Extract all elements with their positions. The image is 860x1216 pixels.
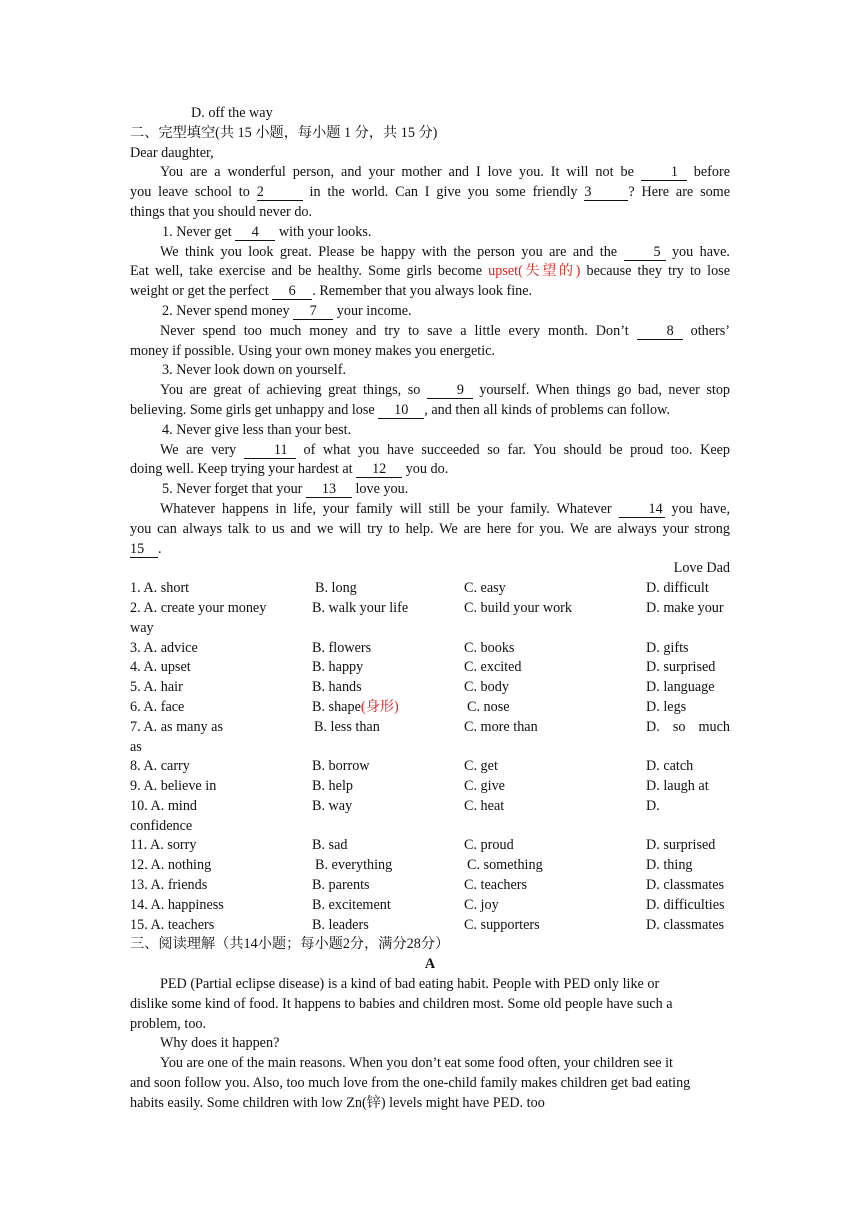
option-wrap: as [130,738,142,755]
option-row: 5. A. hair B. hands C. body D. language [130,679,715,696]
blank-5[interactable]: 5 [624,244,666,261]
text-line: weight or get the perfect 6 . Remember that you always look fine. [130,283,533,300]
reading-section-title: 三、阅读理解（共14小题；每小题2分，满分28分） [130,936,450,953]
blank-14[interactable]: 14 [619,501,665,518]
text-line: dislike some kind of food. It happens to babies and children most. Some old people have such a [130,995,673,1012]
text-line: you can always talk to us and we will try to help. We are here for you. We are always your strong [130,520,730,537]
reading-question-heading: Why does it happen? [160,1035,280,1052]
text-line: 15 . [130,540,162,557]
text-line: things that you should never do. [130,203,313,220]
tip-heading-5: 5. Never forget that your 13 love you. [162,481,409,498]
tip-paragraph-1 [130,243,730,302]
letter-greeting: Dear daughter, [130,144,214,161]
blank-13[interactable]: 13 [306,481,352,498]
option-row: 14. A. happiness B. excitement C. joy D. difficulties [130,896,725,913]
blank-6[interactable]: 6 [272,283,312,300]
blank-10[interactable]: 10 [378,402,424,419]
letter-signoff: Love Dad [673,560,730,577]
cloze-section-title: 二、完型填空(共 15 小题，每小题 1 分，共 15 分) [130,124,438,141]
text-line: doing well. Keep trying your hardest at 12 you do. [130,461,449,478]
text-line: We think you look great. Please be happy with the person you are and the 5 you have. [160,243,730,260]
option-row: 10. A. mind B. way C. heat D. [130,797,660,814]
text-line: You are great of achieving great things, so 9 yourself. When things go bad, never stop [160,382,731,399]
previous-question-option: D. off the way [191,105,273,121]
blank-4[interactable]: 4 [235,224,275,241]
option-row: 13. A. friends B. parents C. teachers D. classmates [130,877,725,894]
option-row: 7. A. as many as B. less than C. more than D. so much [130,718,730,735]
blank-3[interactable]: 3 [584,184,628,201]
text-line: believing. Some girls get unhappy and lose 10 , and then all kinds of problems can follow. [130,401,670,418]
tip-heading-3: 3. Never look down on yourself. [162,362,347,379]
option-row: 8. A. carry B. borrow C. get D. catch [130,758,694,775]
letter-intro-paragraph [130,163,730,222]
answer-options [130,579,730,935]
blank-2[interactable]: 2 [257,184,303,201]
text-line: and soon follow you. Also, too much love from the one-child family makes children get bad eating [130,1075,691,1092]
text-line: Eat well, take exercise and be healthy. Some girls become upset(失望的) because they try to lose [130,263,730,280]
text-line: You are one of the main reasons. When you don’t eat some food often, your children see it [160,1055,673,1072]
option-row: 15. A. teachers B. leaders C. supporters D. classmates [130,916,725,933]
option-row: 3. A. advice B. flowers C. books D. gifts [130,639,689,656]
option-row: 12. A. nothing B. everything C. something D. thing [130,857,693,874]
tip-heading-4: 4. Never give less than your best. [162,421,352,438]
annotation-upset: upset(失望的) [488,263,581,280]
passage-label: A [424,956,436,973]
tip-paragraph-4 [130,441,730,481]
tip-heading-1: 1. Never get 4 with your looks. [162,223,372,240]
reading-paragraph-2 [130,1054,730,1113]
page-content [130,104,730,1114]
option-row: 1. A. short B. long C. easy D. difficult [130,580,709,597]
blank-9[interactable]: 9 [427,382,473,399]
option-row: 9. A. believe in B. help C. give D. laugh at [130,778,709,795]
text-line: problem, too. [130,1015,207,1032]
blank-1[interactable]: 1 [641,164,687,181]
option-wrap: way [130,619,154,636]
option-wrap: confidence [130,817,193,834]
blank-15[interactable]: 15 [130,541,158,558]
blank-12[interactable]: 12 [356,461,402,478]
text-line: you leave school to 2 in the world. Can I give you some friendly 3 ? Here are some [130,184,731,201]
reading-paragraph-1 [130,975,730,1034]
annotation-shape: (身形) [360,698,399,715]
tip-paragraph-5 [130,500,730,559]
tip-paragraph-2 [130,322,730,362]
text-line: We are very 11 of what you have succeeded so far. You should be proud too. Keep [160,441,731,458]
option-row: 2. A. create your money B. walk your life C. build your work D. make your [130,599,724,616]
option-row: 11. A. sorry B. sad C. proud D. surprised [130,837,716,854]
tip-heading-2: 2. Never spend money 7 your income. [162,302,412,319]
text-line: Never spend too much money and try to save a little every month. Don’t 8 others’ [160,322,731,339]
blank-8[interactable]: 8 [637,323,683,340]
text-line: Whatever happens in life, your family will still be your family. Whatever 14 you have, [160,500,731,517]
option-row: 4. A. upset B. happy C. excited D. surprised [130,659,716,676]
text-line: money if possible. Using your own money makes you energetic. [130,342,496,359]
tip-paragraph-3 [130,381,730,421]
text-line: You are a wonderful person, and your mother and I love you. It will not be 1 before [160,164,731,181]
text-line: PED (Partial eclipse disease) is a kind of bad eating habit. People with PED only like or [160,976,660,993]
text-line: habits easily. Some children with low Zn(锌) levels might have PED. too [130,1094,545,1111]
option-row: 6. A. face B. shape(身形) C. nose D. legs [130,698,687,715]
blank-7[interactable]: 7 [293,303,333,320]
blank-11[interactable]: 11 [244,442,296,459]
